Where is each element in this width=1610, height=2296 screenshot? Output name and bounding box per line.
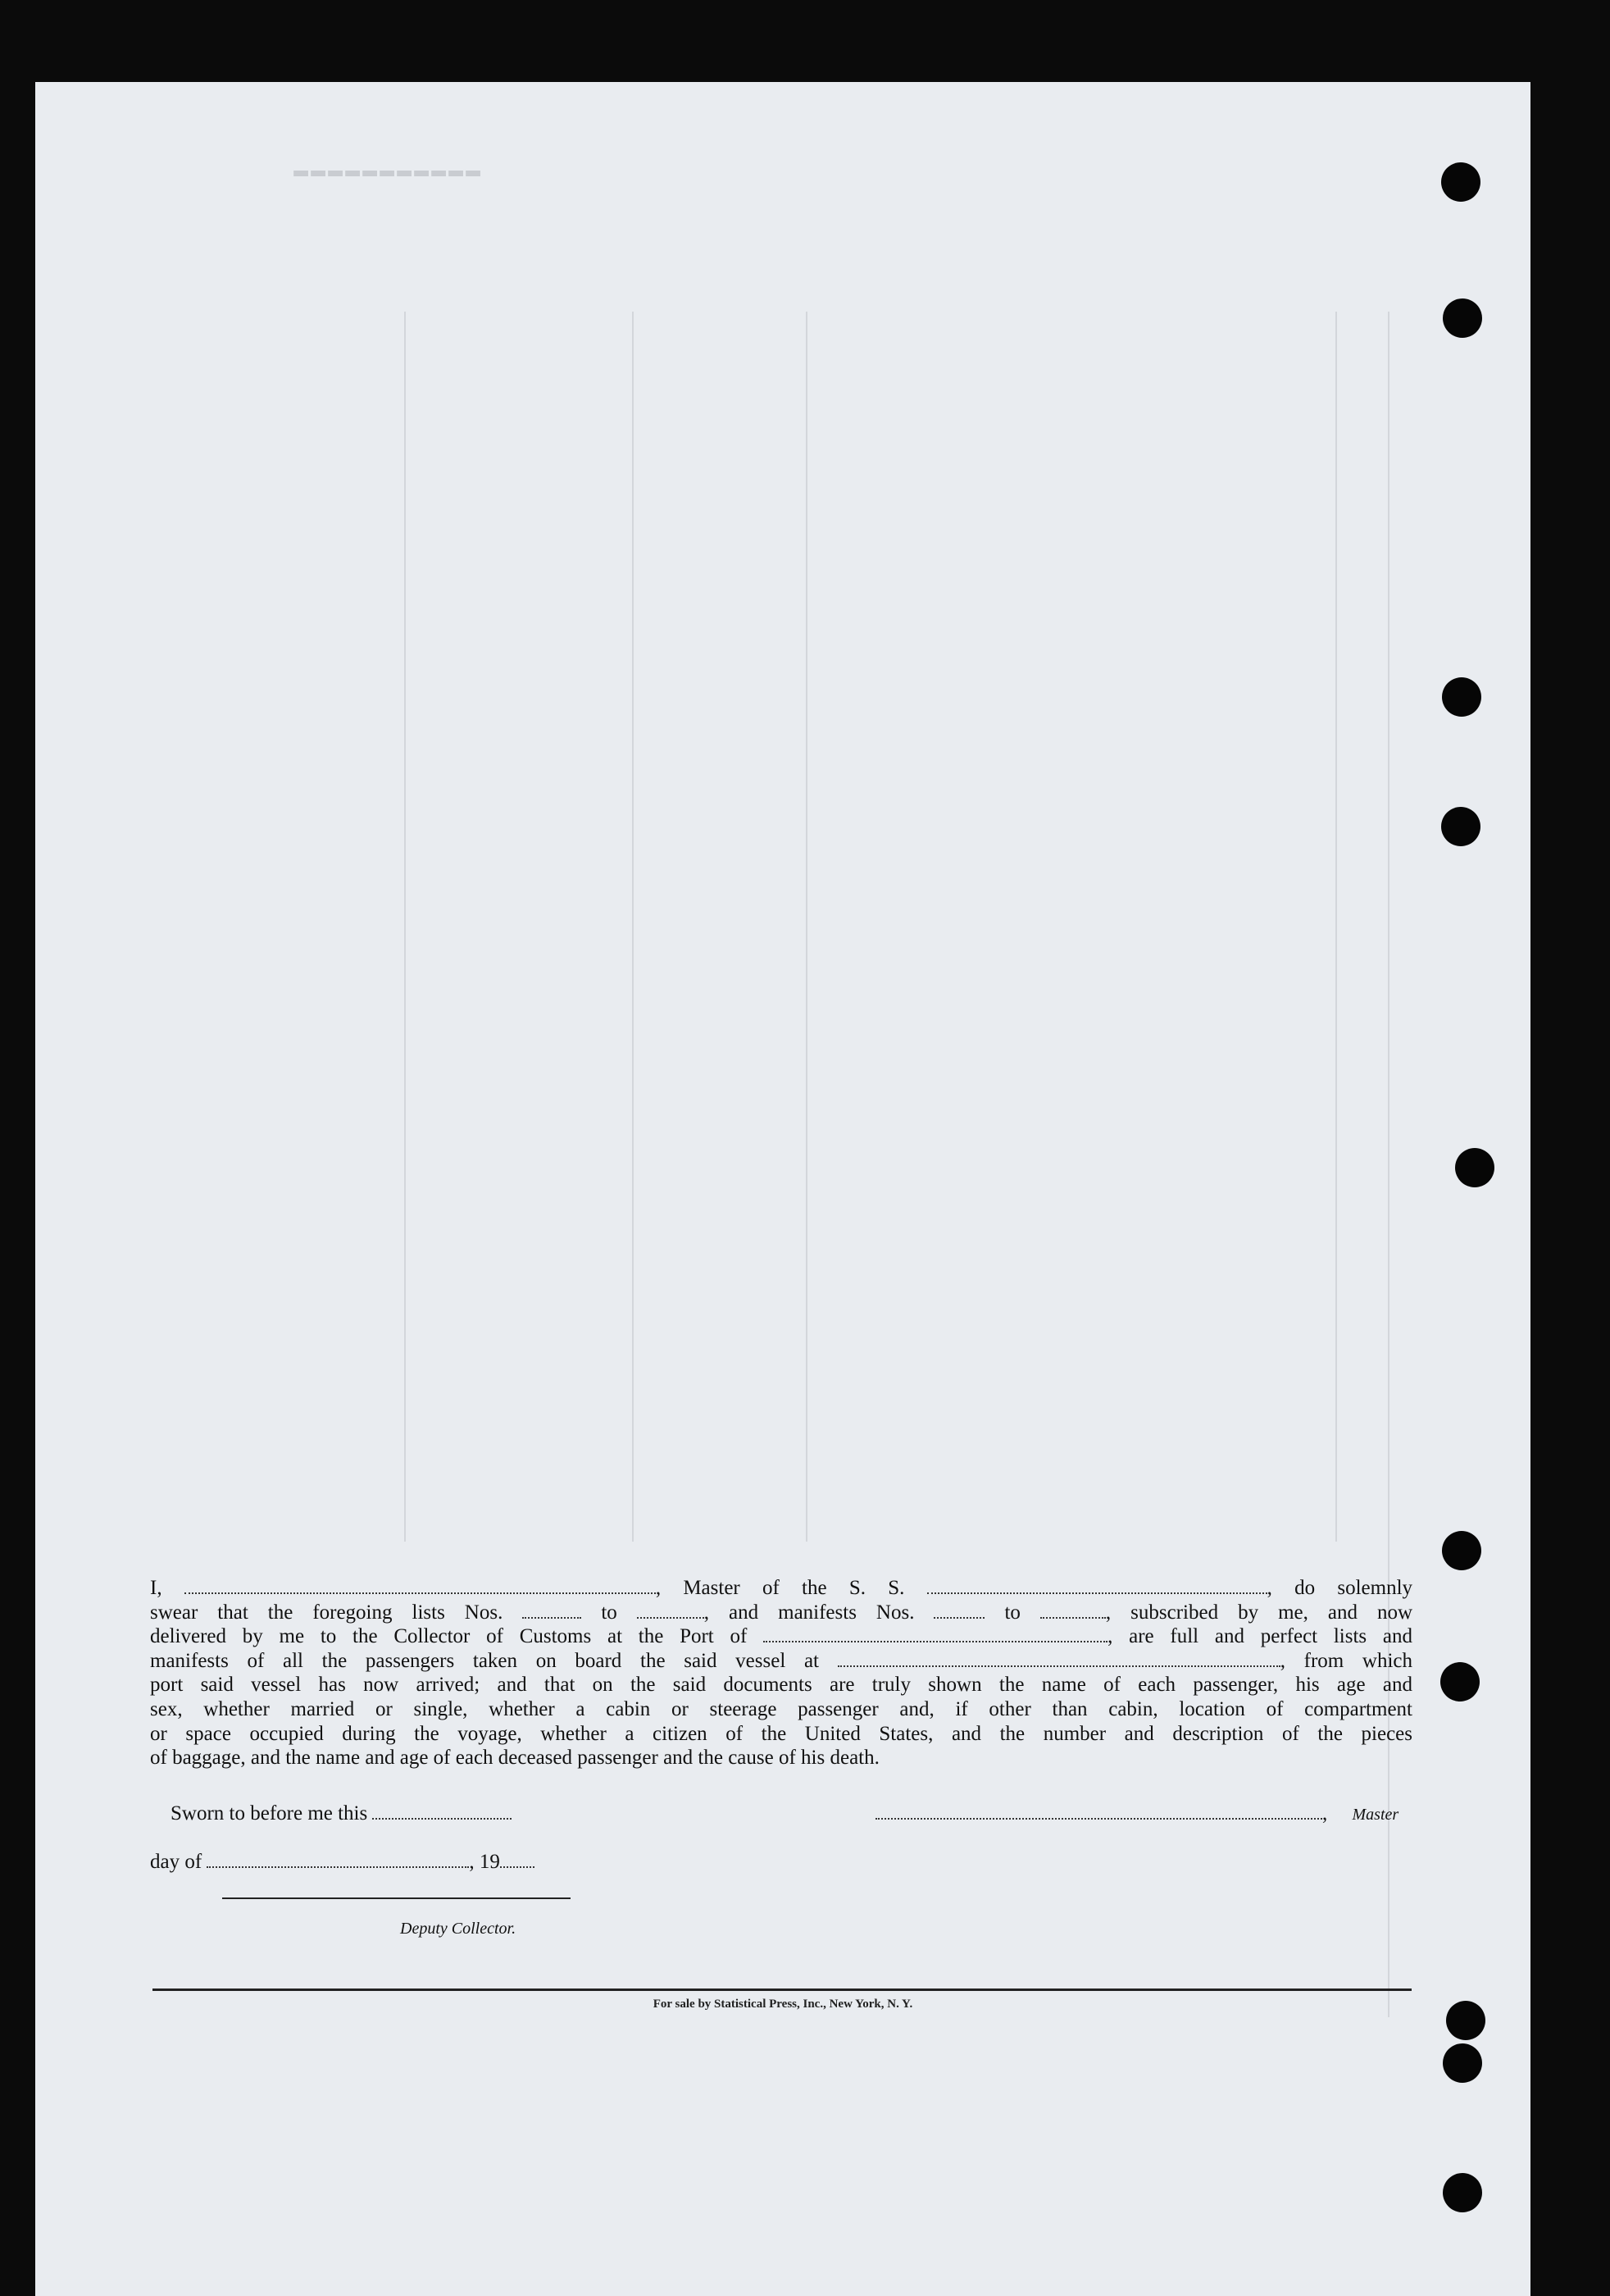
punch-hole bbox=[1442, 677, 1481, 717]
deputy-label: Deputy Collector. bbox=[400, 1920, 516, 1938]
deputy-label-row bbox=[400, 1916, 516, 1939]
oath-line-2 bbox=[150, 1601, 1412, 1625]
oath-text: , do solemnly bbox=[1267, 1577, 1413, 1599]
punch-hole bbox=[1443, 298, 1482, 338]
day-of-row bbox=[150, 1851, 534, 1874]
punch-hole bbox=[1442, 1531, 1481, 1570]
blank-vessel-name bbox=[927, 1578, 1267, 1594]
oath-line-5: port said vessel has now arrived; and that on the said documents are truly shown the name of each passenger, his age and bbox=[150, 1674, 1412, 1697]
punch-hole bbox=[1440, 1662, 1480, 1702]
blank-manifest-to bbox=[1040, 1602, 1106, 1619]
punch-hole bbox=[1441, 162, 1480, 202]
blank-manifest-from bbox=[934, 1602, 985, 1619]
column-divider bbox=[806, 312, 807, 1542]
punch-hole bbox=[1443, 2043, 1482, 2083]
oath-text: to bbox=[601, 1601, 617, 1624]
punch-hole bbox=[1443, 2173, 1482, 2212]
oath-text: , are full and perfect lists and bbox=[1107, 1625, 1413, 1648]
deputy-signature-line bbox=[222, 1896, 571, 1899]
column-divider bbox=[404, 312, 406, 1542]
blank-list-from bbox=[522, 1602, 581, 1619]
column-divider bbox=[1335, 312, 1337, 1542]
oath-declaration bbox=[150, 1576, 1412, 1770]
oath-text: , Master of the S. S. bbox=[655, 1577, 905, 1599]
manifest-page bbox=[35, 82, 1530, 2296]
oath-line-4 bbox=[150, 1649, 1412, 1674]
master-signature-line bbox=[875, 1803, 1322, 1820]
punch-hole bbox=[1446, 2001, 1485, 2040]
oath-line-1 bbox=[150, 1576, 1412, 1601]
column-divider bbox=[632, 312, 634, 1542]
master-signature-row: , Master bbox=[875, 1802, 1399, 1825]
printer-credit: For sale by Statistical Press, Inc., New York, N. Y. bbox=[653, 1998, 913, 2011]
footer-rule bbox=[152, 1988, 1412, 1991]
oath-text: , and manifests Nos. bbox=[703, 1601, 915, 1624]
sworn-row bbox=[171, 1802, 512, 1825]
blank-list-to bbox=[637, 1602, 704, 1619]
year-prefix: , 19 bbox=[469, 1851, 500, 1873]
deputy-signature-row bbox=[222, 1896, 571, 1899]
oath-line-7: or space occupied during the voyage, whether a citizen of the United States, and the number and description of the pieces bbox=[150, 1722, 1412, 1745]
oath-line-3 bbox=[150, 1624, 1412, 1649]
punch-hole bbox=[1455, 1148, 1494, 1187]
bleed-through-title: ▬▬▬▬▬▬▬▬▬▬▬ bbox=[291, 157, 481, 185]
oath-text: , subscribed by me, and now bbox=[1105, 1601, 1413, 1624]
oath-text: I, bbox=[150, 1577, 162, 1599]
oath-text: delivered by me to the Collector of Customs at the Port of bbox=[150, 1625, 748, 1648]
blank-departure-port bbox=[838, 1651, 1280, 1667]
oath-text: , from which bbox=[1280, 1649, 1412, 1672]
oath-text: swear that the foregoing lists Nos. bbox=[150, 1601, 503, 1624]
blank-master-name bbox=[184, 1578, 656, 1594]
master-label: Master bbox=[1352, 1806, 1399, 1824]
punch-hole bbox=[1441, 807, 1480, 846]
oath-line-8: of baggage, and the name and age of each deceased passenger and the cause of his death. bbox=[150, 1747, 880, 1770]
oath-text: manifests of all the passengers taken on board the said vessel at bbox=[150, 1649, 819, 1672]
oath-text: to bbox=[1004, 1601, 1021, 1624]
oath-line-6: sex, whether married or single, whether a cabin or steerage passenger and, if other than cabin, location of compartment bbox=[150, 1697, 1412, 1720]
blank-sworn-day bbox=[372, 1803, 512, 1820]
sworn-text: Sworn to before me this bbox=[171, 1802, 368, 1824]
blank-month bbox=[207, 1852, 469, 1868]
blank-port bbox=[763, 1626, 1107, 1642]
blank-year bbox=[500, 1852, 534, 1868]
day-of-text: day of bbox=[150, 1851, 202, 1873]
